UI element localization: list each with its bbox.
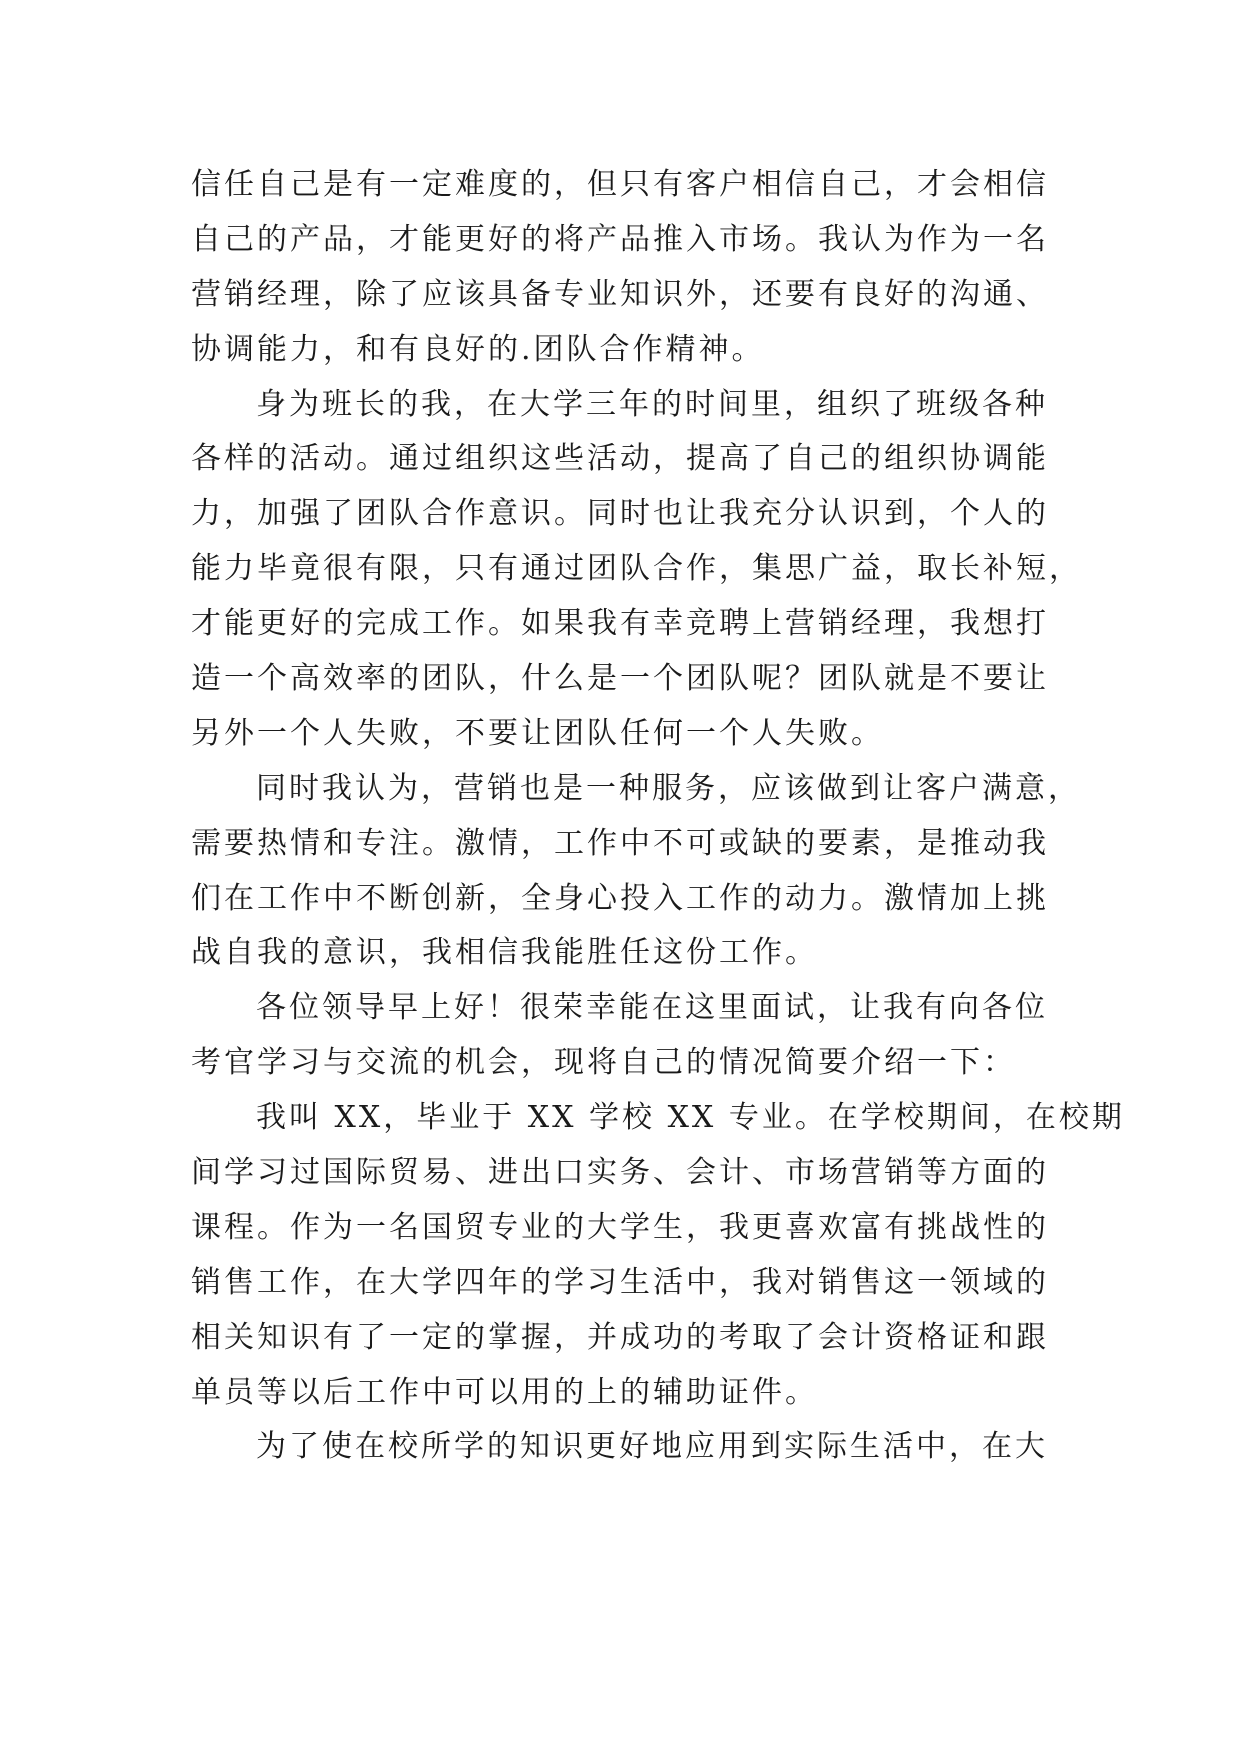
text-line: 们在工作中不断创新，全身心投入工作的动力。激情加上挑	[191, 880, 1049, 916]
text-line: 销售工作，在大学四年的学习生活中，我对销售这一领域的	[191, 1264, 1049, 1300]
text-line: 才能更好的完成工作。如果我有幸竞聘上营销经理，我想打	[191, 606, 1049, 642]
document-body	[191, 158, 1125, 1475]
text-line: 同时我认为，营销也是一种服务，应该做到让客户满意，	[256, 770, 1081, 806]
text-line: 为了使在校所学的知识更好地应用到实际生活中，在大	[256, 1429, 1048, 1465]
text-line: 协调能力，和有良好的.团队合作精神。	[191, 331, 765, 367]
text-line: 力，加强了团队合作意识。同时也让我充分认识到，个人的	[191, 496, 1049, 532]
text-line: 考官学习与交流的机会，现将自己的情况简要介绍一下：	[191, 1045, 1016, 1081]
text-line: 信任自己是有一定难度的，但只有客户相信自己，才会相信	[191, 167, 1049, 202]
text-line: 各位领导早上好！很荣幸能在这里面试，让我有向各位	[256, 990, 1048, 1026]
text-line: 身为班长的我，在大学三年的时间里，组织了班级各种	[256, 386, 1048, 422]
text-line: 营销经理，除了应该具备专业知识外，还要有良好的沟通、	[191, 276, 1049, 312]
text-line: 我叫 XX，毕业于 XX 学校 XX 专业。在学校期间，在校期	[256, 1100, 1125, 1136]
text-line: 造一个高效率的团队，什么是一个团队呢？团队就是不要让	[191, 661, 1049, 697]
text-line: 相关知识有了一定的掌握，并成功的考取了会计资格证和跟	[191, 1319, 1049, 1355]
text-line: 单员等以后工作中可以用的上的辅助证件。	[191, 1374, 818, 1410]
text-line: 各样的活动。通过组织这些活动，提高了自己的组织协调能	[191, 441, 1049, 477]
text-line: 自己的产品，才能更好的将产品推入市场。我认为作为一名	[191, 221, 1049, 257]
text-line: 间学习过国际贸易、进出口实务、会计、市场营销等方面的	[191, 1155, 1049, 1191]
text-line: 战自我的意识，我相信我能胜任这份工作。	[191, 935, 818, 971]
text-line: 课程。作为一名国贸专业的大学生，我更喜欢富有挑战性的	[191, 1209, 1049, 1245]
text-line: 能力毕竟很有限，只有通过团队合作，集思广益，取长补短，	[191, 551, 1082, 587]
text-line: 另外一个人失败，不要让团队任何一个人失败。	[191, 715, 884, 751]
text-line: 需要热情和专注。激情，工作中不可或缺的要素，是推动我	[191, 825, 1049, 861]
